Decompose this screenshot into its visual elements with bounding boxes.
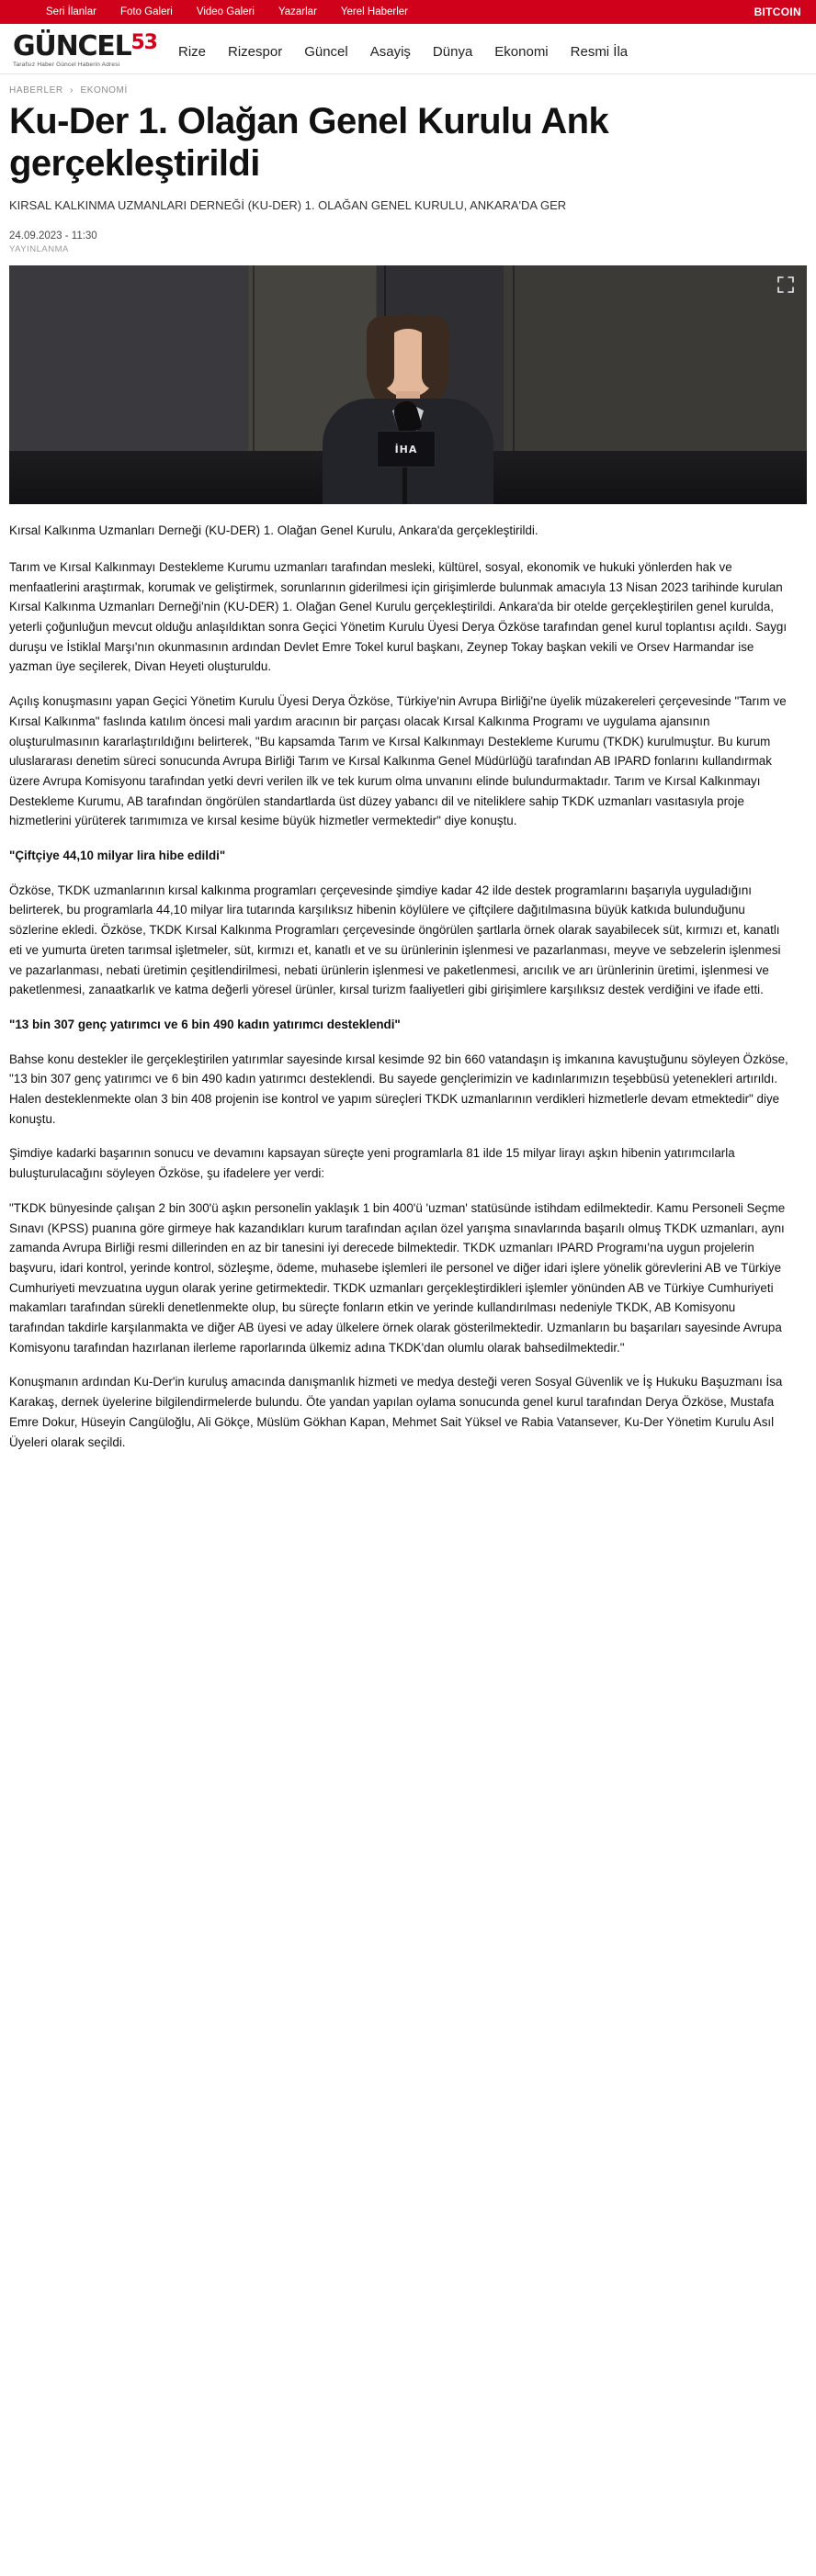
utility-nav-item-yazarlar[interactable]: Yazarlar (278, 6, 317, 17)
utility-nav-item-video-galeri[interactable]: Video Galeri (196, 6, 255, 17)
article-hero-image[interactable] (9, 265, 807, 504)
site-logo[interactable] (9, 30, 157, 68)
article-published-label: YAYINLANMA (9, 244, 69, 255)
article-paragraph: Konuşmanın ardından Ku-Der'in kuruluş amacında danışmanlık hizmeti ve medya desteği veren Sosyal Güvenlik ve İş Hukuku Başuzmanı İsa Karakaş, dernek üyelerine bilgilendirmelerde bulundu. Öte yandan yapılan oylama sonucunda genel kurul tarafından Derya Özköse, Mustafa Emre Dokur, Hüseyin Cangüloğlu, Ali Gökçe, Müslüm Gökhan Kapan, Mehmet Sait Yüksel ve Rabia Vatansever, Ku-Der Yönetim Kurulu Asıl Üyeleri olarak seçildi. (9, 1375, 783, 1449)
microphone-flag (377, 431, 436, 467)
bitcoin-ticker-label: BITCOIN (754, 6, 801, 18)
utility-top-bar (0, 0, 816, 24)
article-subsection-heading: "13 bin 307 genç yatırımcı ve 6 bin 490 kadın yatırımcı desteklendi" (9, 1017, 401, 1031)
microphone-agency-label: İHA (394, 443, 418, 456)
article-paragraph: "TKDK bünyesinde çalışan 2 bin 300'ü aşkın personelin yaklaşık 1 bin 400'ü 'uzman' statüsünde istihdam edilmektedir. Kamu Personeli Seçme Sınavı (KPSS) puanına göre girmeye hak kazandıkları kurum tarafından açılan özel yarışma sınavlarında başarılı olmuş TKDK uzmanları, aynı zamanda Avrupa Birliği resmi dillerinden en az bir tanesini iyi derecede bilmektedir. TKDK uzmanları IPARD Programı'na uygun projelerin başvuru, idari kontrol, yerinde kontrol, sözleşme, ödeme, muhasebe işlemleri ile personel ve diğer idari işlere yönelik görevlerini AB ve Türkiye Cumhuriyeti mevzuatına uygun olarak yerine getirmektedir. TKDK uzmanları gerçekleştirdikleri işlemler yönünden AB ve Türkiye Cumhuriyeti makamları tarafından sürekli denetlenmekte olup, bu süreçte fonların etkin ve yerinde kullandırılması nedeniyle TKDK, AB Komisyonu tarafından takdirle karşılanmakta ve diğer AB üyesi ve aday ülkelere örnek olarak gösterilmektedir. Uzmanların bu başarıları sayesinde Avrupa Komisyonu tarafından hazırlanan ilerleme raporlarında ülkemiz adına TKDK'dan olumlu olarak bahsedilmektedir." (9, 1200, 786, 1355)
site-masthead (0, 24, 816, 74)
article-date: 24.09.2023 - 11:30 (9, 230, 97, 242)
utility-nav-item-yerel-haberler[interactable]: Yerel Haberler (340, 6, 408, 17)
article-paragraph: Kırsal Kalkınma Uzmanları Derneği (KU-DER) 1. Olağan Genel Kurulu, Ankara'da gerçekleştirildi. (9, 523, 538, 538)
nav-item-rizespor[interactable]: Rizespor (228, 44, 283, 60)
nav-item-asayis[interactable]: Asayiş (369, 44, 411, 60)
breadcrumb-item-haberler[interactable]: HABERLER (9, 85, 63, 96)
breadcrumb-item-ekonomi[interactable]: EKONOMİ (80, 85, 128, 96)
article-paragraph: Özköse, TKDK uzmanlarının kırsal kalkınma programları çerçevesinde şimdiye kadar 42 ilde destek programlarını başarıyla uyguladığını belirterek, bu programlarla 44,10 milyar lira tutarında karşılıksız hibenin köylülere ve çiftçilere dağıtılmasına büyük katkıda bulunduğunu sözlerine ekledi. Özköse, TKDK Kırsal Kalkınma Programları çerçevesinde öngörülen şartlarla örnek olarak sayabilecek süt, kırmızı et, kanatlı eti ve yumurta üreten tarımsal işletmeler, süt, kırmızı et, kanatlı et ve su ürünlerinin işlenmesi ve pazarlanması, meyve ve sebzelerin işlenmesi ve pazarlanması, nebati üretimin çeşitlendirilmesi, nebati ürünlerin işlenmesi ve paketlenmesi, arıcılık ve arı ürünlerinin üretimi, işlenmesi ve paketlenmesi, zanaatkarlık ve katma değerli yöresel ürünler, kırsal turizm faaliyetleri gibi girişimlere karşılıksız destek verdiğini ve ifade etti. (9, 883, 781, 997)
breadcrumb (9, 74, 807, 101)
site-logo-tagline: Tarafsız Haber Güncel Haberin Adresi (13, 62, 120, 68)
article-paragraph: Şimdiye kadarki başarının sonucu ve devamını kapsayan süreçte yeni programlarla 81 ilde 15 milyar lirayı aşkın hibenin yatırımcılarla buluşturulacağını söyleyen Özköse, şu ifadelere yer verdi: (9, 1146, 735, 1181)
page-title (9, 101, 807, 185)
site-logo-number: 53 (130, 31, 157, 54)
utility-nav (46, 6, 408, 17)
nav-item-resmi-ilan[interactable]: Resmi İla (570, 44, 629, 60)
speaker-hair-right (422, 316, 449, 389)
article-header (0, 74, 816, 504)
site-logo-text (13, 30, 157, 62)
article-meta (9, 229, 807, 256)
article-paragraph: Tarım ve Kırsal Kalkınmayı Destekleme Kurumu uzmanları tarafından mesleki, kültürel, sosyal, ekonomik ve hukuki yönlerden hak ve menfaatlerini araştırmak, korumak ve geliştirmek, sorunlarının giderilmesi için girişimlerde bulunmak amacıyla 13 Nisan 2023 tarihinde kurulan Kırsal Kalkınma Uzmanları Derneği'nin (KU-DER) 1. Olağan Genel Kurulu gerçekleştirildi. Ankara'da bir otelde gerçekleştirilen genel kurulda, yeterli çoğunluğun mevcut olduğu anlaşıldıktan sonra Geçici Yönetim Kurulu Üyesi Derya Özköse tarafından genel kurul toplantısı açıldı. Saygı duruşu ve İstiklal Marşı'nın okunmasının ardından Devlet Emre Tokel kurul başkanı, Zeynep Tokay başkan vekili ve Orsev Harmandar ise yazman üye seçilerek, Divan Heyeti oluşturuldu. (9, 559, 788, 674)
utility-nav-item-foto-galeri[interactable]: Foto Galeri (119, 6, 173, 17)
nav-item-rize[interactable]: Rize (178, 44, 207, 60)
article-paragraph: Açılış konuşmasını yapan Geçici Yönetim Kurulu Üyesi Derya Özköse, Türkiye'nin Avrupa Birliği'ne üyelik müzakereleri çerçevesinde "Tarım ve Kırsal Kalkınma" faslında katılım öncesi mali yardım aracının bir parçası olacak Kırsal Kalkınma Programı ve uygulama ajansının oluşturulmasının kararlaştırıldığını belirterek, "Bu kapsamda Tarım ve Kırsal Kalkınmayı Destekleme Kurumu (TKDK) kurulmuştur. Bu kurum uluslararası denetim süreci sonucunda Avrupa Birliği Tarım ve Kırsal Kalkınma Genel Müdürlüğü tarafından AB IPARD fonlarını kullandırmak üzere Avrupa Komisyonu tarafından yetki devri verilen ilk ve tek kurum olma unvanını elinde bulundurmaktadır. Tarım ve Kırsal Kalkınmayı Destekleme Kurumu, AB tarafından öngörülen standartlarda üst düzey yabancı dil ve niteliklere sahip TKDK uzmanları vasıtasıyla proje hizmetlerini yürüterek tarımımıza ve kırsal kesime büyük hizmetler vermektedir" diye konuştu. (9, 694, 787, 828)
expand-icon[interactable] (776, 275, 796, 295)
page-title-line-1: Ku-Der 1. Olağan Genel Kurulu Ank (9, 101, 609, 141)
article-paragraph: Bahse konu destekler ile gerçekleştirilen yatırımlar sayesinde kırsal kesimde 92 bin 660 vatandaşın iş imkanına kavuştuğunu söyleyen Özköse, "13 bin 307 genç yatırımcı ve 6 bin 490 kadın yatırımcı desteklendi. Bu sayede gençlerimizin ve kadınlarımızın teşebbüsü yetenekleri artırıldı. Halen desteklenmekte olan 3 bin 408 projenin ise kontrol ve yapım süreçleri TKDK uzmanlarının verdikleri hizmetlerle devam etmektedir" diye konuştu. (9, 1052, 788, 1126)
article-subheadline: KIRSAL KALKINMA UZMANLARI DERNEĞİ (KU-DER) 1. OLAĞAN GENEL KURULU, ANKARA'DA GER (9, 198, 567, 213)
article-subsection-heading: "Çiftçiye 44,10 milyar lira hibe edildi" (9, 849, 226, 863)
nav-item-ekonomi[interactable]: Ekonomi (494, 44, 549, 60)
main-nav (147, 31, 807, 60)
nav-item-dunya[interactable]: Dünya (432, 44, 473, 60)
utility-nav-item-seri-ilanlar[interactable]: Seri İlanlar (46, 6, 96, 17)
page-title-line-2: gerçekleştirildi (9, 142, 260, 184)
speaker-hair-left (367, 316, 394, 389)
article-body (0, 521, 816, 1503)
breadcrumb-separator: › (70, 85, 74, 96)
nav-item-guncel[interactable]: Güncel (304, 44, 348, 60)
site-logo-main: GÜNCEL (13, 30, 131, 62)
